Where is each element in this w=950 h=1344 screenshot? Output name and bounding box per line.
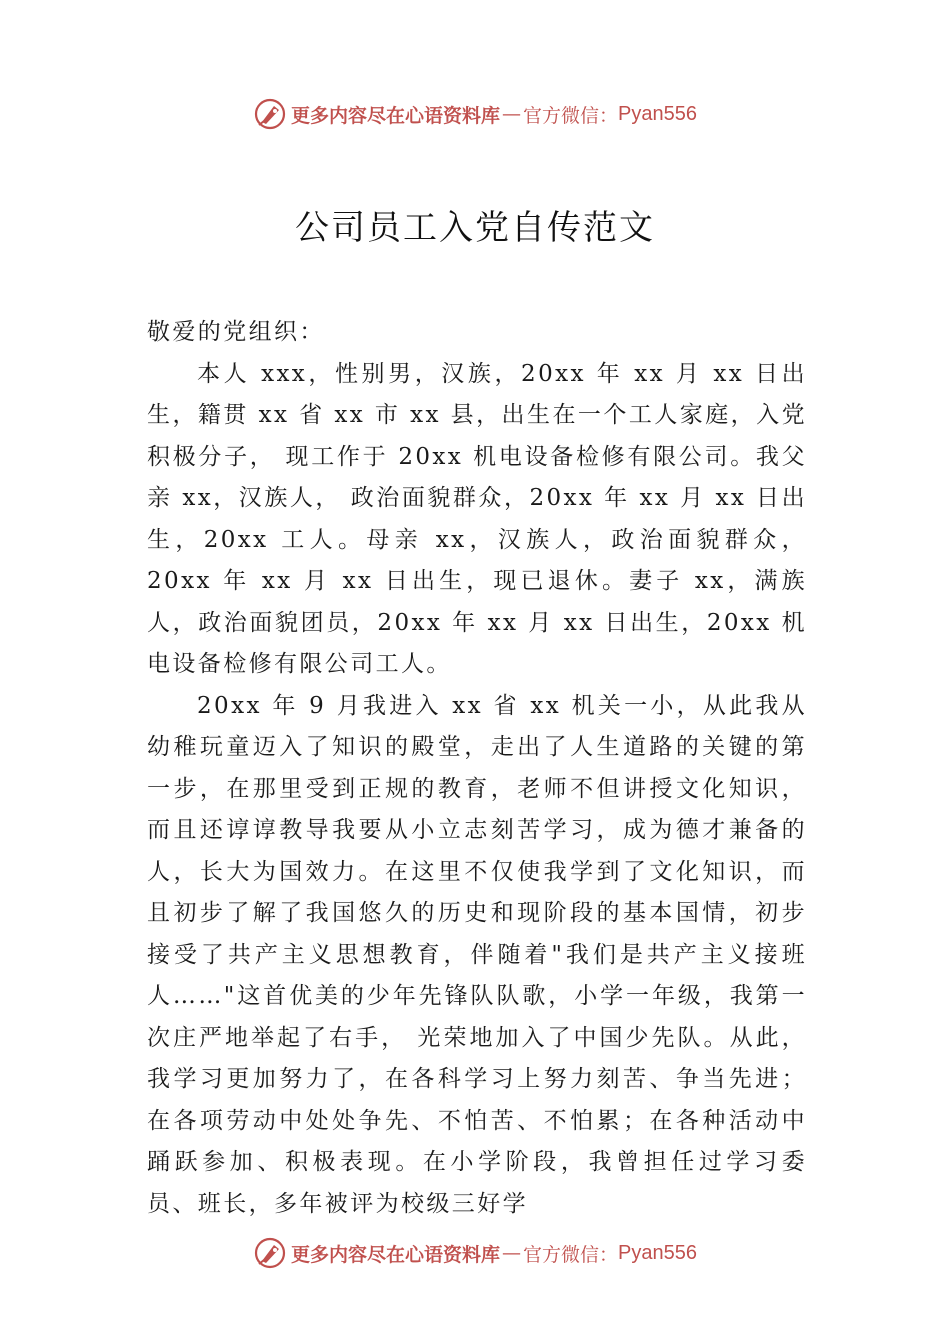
- banner-wechat-id: Pyan556: [618, 102, 697, 125]
- paragraph-personal-info: 本人 xxx，性别男，汉族，20xx 年 xx 月 xx 日出生，籍贯 xx 省 xx 市 xx 县，出生在一个工人家庭，入党积极分子， 现工作于 20xx 机电设备检修有限公司。我父亲 xx，汉族人， 政治面貌群众，20xx 年 xx 月 xx 日出生，20xx 工人。母亲 xx，汉族人，政治面貌群众，20xx 年 xx 月 xx 日出生，现已退休。妻子 xx，满族人，政治面貌团员，20xx 年 xx 月 xx 日出生，20xx 机电设备检修有限公司工人。: [147, 360, 807, 677]
- banner-text: 更多内容尽在心语资料库: [291, 1243, 501, 1266]
- salutation: 敬爱的党组织：: [147, 319, 325, 345]
- paragraph-primary-school: 20xx 年 9 月我进入 xx 省 xx 机关一小，从此我从幼稚玩童迈入了知识的殿堂，走出了人生道路的关键的第一步，在那里受到正规的教育，老师不但讲授文化知识，而且还谆谆教导我要从小立志刻苦学习，成为德才兼备的人，长大为国效力。在这里不仅使我学到了文化知识，而且初步了解了我国悠久的历史和现阶段的基本国情，初步接受了共产主义思想教育，伴随着"我们是共产主义接班人……"这首优美的少年先锋队队歌，小学一年级，我第一次庄严地举起了右手， 光荣地加入了中国少先队。从此，我学习更加努力了，在各科学习上努力刻苦、争当先进；在各项劳动中处处争先、不怕苦、不怕累；在各种活动中踊跃参加、积极表现。在小学阶段，我曾担任过学习委员、班长，多年被评为校级三好学: [147, 692, 807, 1217]
- banner-wechat-id: Pyan556: [618, 1241, 697, 1264]
- banner-separator: —: [502, 1242, 522, 1264]
- banner-wechat-label: 官方微信：: [523, 1243, 619, 1266]
- document-title: 公司员工入党自传范文: [295, 208, 655, 248]
- pen-nib-logo-icon: [253, 97, 287, 131]
- banner-separator: —: [502, 103, 522, 125]
- footer-banner: [0, 1233, 950, 1273]
- document-body: [147, 312, 807, 1225]
- banner-text: 更多内容尽在心语资料库: [291, 104, 501, 127]
- banner-wechat-label: 官方微信：: [523, 104, 619, 127]
- pen-nib-logo-icon: [253, 1236, 287, 1270]
- header-banner: [0, 94, 950, 134]
